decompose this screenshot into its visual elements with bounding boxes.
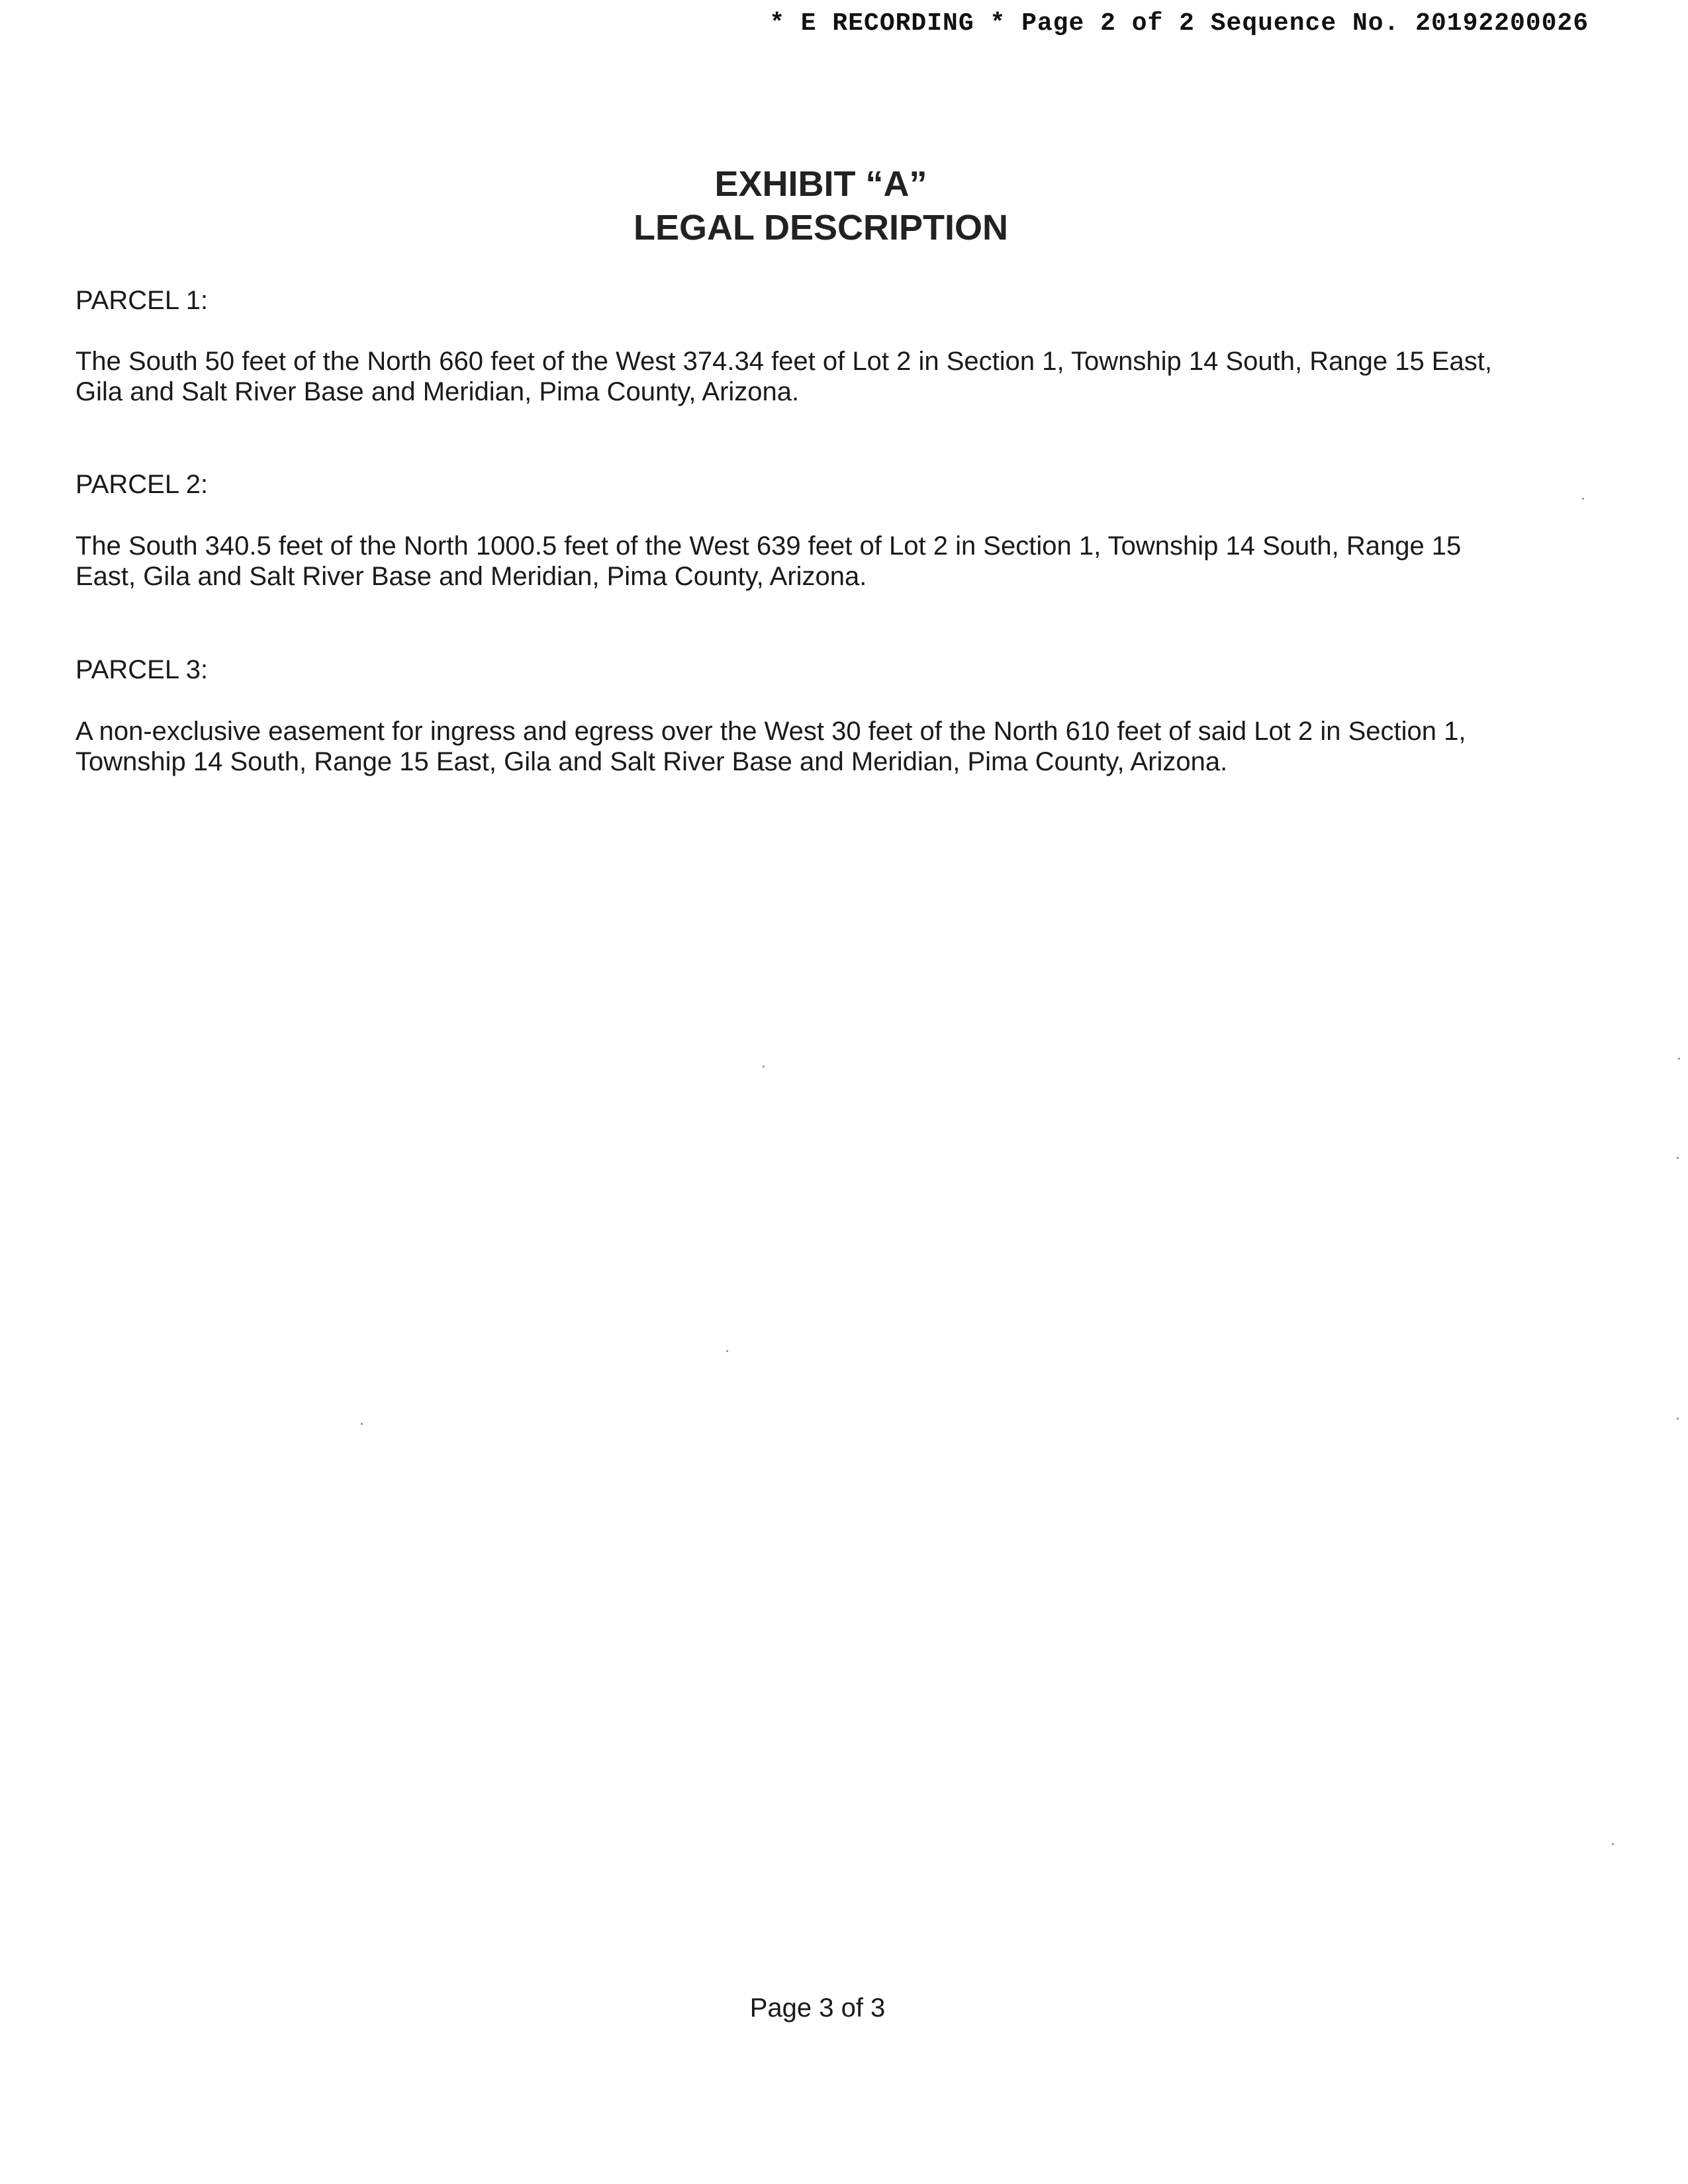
parcel-2-line-1: The South 340.5 feet of the North 1000.5 feet of the West 639 feet of Lot 2 in Section 1, Township 14 South, Range 15	[75, 531, 1462, 561]
recording-stamp: * E RECORDING * Page 2 of 2 Sequence No. 20192200026	[769, 9, 1589, 38]
scan-speck	[763, 1066, 765, 1068]
exhibit-label: EXHIBIT “A”	[714, 164, 927, 204]
exhibit-title	[0, 162, 1642, 250]
scan-speck	[1582, 498, 1584, 500]
scan-speck	[1678, 1058, 1680, 1060]
scan-speck	[361, 1423, 363, 1425]
scan-speck	[1677, 1418, 1679, 1420]
parcel-3-line-2: Township 14 South, Range 15 East, Gila and Salt River Base and Meridian, Pima County, Arizona.	[75, 747, 1228, 776]
parcel-3-description	[75, 716, 1552, 777]
parcel-3-line-1: A non-exclusive easement for ingress and egress over the West 30 feet of the North 610 feet of said Lot 2 in Section 1,	[75, 717, 1466, 746]
page-number: Page 3 of 3	[749, 1993, 886, 2023]
parcel-1-line-1: The South 50 feet of the North 660 feet of the West 374.34 feet of Lot 2 in Section 1, Township 14 South, Range 15 East,	[75, 347, 1492, 376]
scan-speck	[1677, 1157, 1679, 1159]
parcel-1-line-2: Gila and Salt River Base and Meridian, Pima County, Arizona.	[75, 377, 800, 406]
scan-speck	[726, 1350, 728, 1352]
scan-speck	[1612, 1843, 1614, 1845]
parcel-1-description	[75, 346, 1552, 407]
parcel-2-heading: PARCEL 2:	[75, 470, 209, 499]
parcel-2-line-2: East, Gila and Salt River Base and Meridian, Pima County, Arizona.	[75, 562, 867, 591]
parcel-3-heading: PARCEL 3:	[75, 655, 209, 684]
parcel-2-description	[75, 531, 1552, 592]
legal-description-heading: LEGAL DESCRIPTION	[633, 208, 1009, 248]
parcel-1-heading: PARCEL 1:	[75, 286, 209, 315]
